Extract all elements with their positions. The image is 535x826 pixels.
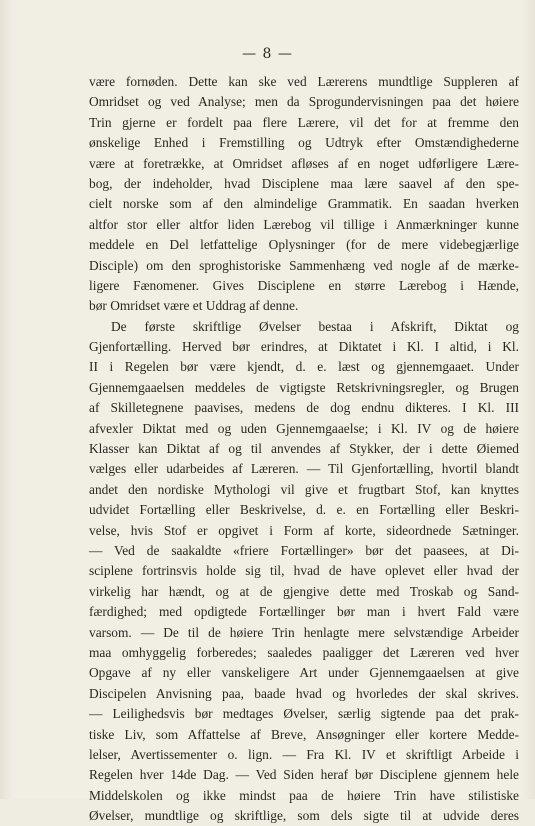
text-line: andet den nordiske Mythologi vil give et frugtbart Stof, kan knyttes (89, 481, 519, 497)
text-line: tiske Liv, som Affattelse af Breve, Ansøgninger eller kortere Medde- (89, 726, 519, 742)
text-line: færdighed; med opdigtede Fortællinger bør man i hvert Fald være (89, 604, 519, 620)
text-line: af Skilletegnene paavises, medens de dog endnu dikteres. I Kl. III (89, 400, 519, 416)
text-line: varsom. — De til de høiere Trin henlagte mere selvstændige Arbeider (89, 624, 519, 640)
text-line: maa omhyggelig forberedes; saaledes paaligger det Læreren ved hver (89, 644, 519, 660)
text-line: være at foretrække, at Omridset afløses af en noget udførligere Lære- (89, 155, 519, 171)
text-line: altfor stor eller altfor liden Lærebog vil tillige i Anmærkninger kunne (89, 216, 519, 232)
text-line: meddele en Del letfattelige Oplysninger (for de mere videbegjærlige (89, 237, 519, 253)
text-line: lelser, Avertissementer o. lign. — Fra Kl. IV et skriftligt Arbeide i (89, 746, 519, 762)
text-line: virkelig har hændt, og at de gjengive dette med Troskab og Sand- (89, 583, 519, 599)
text-line: — Leilighedsvis bør medtages Øvelser, særlig sigtende paa det prak- (89, 706, 519, 722)
text-line: velse, hvis Stof er opgivet i Form af korte, sideordnede Sætninger. (89, 522, 519, 538)
text-line: Middelskolen og ikke mindst paa de høiere Trin have stilistiske (89, 787, 519, 803)
text-line: Omridset og ved Analyse; men da Sprogundervisningen paa det høiere (89, 94, 519, 110)
text-line: bør Omridset være et Uddrag af denne. (89, 298, 299, 314)
text-line: Discipelen Anvisning paa, baade hvad og hvorledes der skal skrives. (89, 685, 519, 701)
text-line: afvexler Diktat med og uden Gjennemgaaelse; i Kl. IV og de høiere (89, 420, 519, 436)
text-line: udvidet Fortælling eller Beskrivelse, d. e. en Fortælling eller Beskri- (89, 502, 519, 518)
text-line: Øvelser, mundtlige og skriftlige, som dels sigte til at udvide deres (89, 808, 519, 824)
text-line: cielt norske som af den almindelige Grammatik. En saadan hverken (89, 196, 519, 212)
text-line: Opgave af ny eller vanskeligere Art under Gjennemgaaelsen at give (89, 665, 519, 681)
text-line: De første skriftlige Øvelser bestaa i Afskrift, Diktat og (111, 318, 519, 334)
text-line: Regelen hver 14de Dag. — Ved Siden heraf bør Disciplene gjennem hele (89, 767, 519, 783)
text-line: Disciple) om den sproghistoriske Sammenhæng ved nogle af de mærke- (89, 257, 519, 273)
text-line: II i Regelen bør være kjendt, d. e. læst og gjennemgaaet. Under (89, 359, 519, 375)
text-line: ligere Fænomener. Gives Disciplene en større Lærebog i Hænde, (89, 277, 519, 293)
text-line: Klasser kan Diktat af og til anvendes af Stykker, der i dette Øiemed (89, 441, 519, 457)
text-line: være fornøden. Dette kan ske ved Lærerens mundtlige Suppleren af (89, 74, 519, 89)
page-number: — 8 — (242, 46, 293, 62)
text-line: vælges eller udarbeides af Læreren. — Til Gjenfortælling, hvortil blandt (89, 461, 519, 477)
body-text (0, 72, 535, 826)
text-line: sciplene fortrinsvis holde sig til, hvad de have oplevet eller hvad der (89, 563, 519, 579)
text-line: Gjenfortælling. Herved bør erindres, at Diktatet i Kl. I altid, i Kl. (89, 339, 519, 355)
text-line: — Ved de saakaldte «friere Fortællinger» bør det paasees, at Di- (89, 542, 519, 558)
text-line: ønskelige Enhed i Fremstilling og Udtryk efter Omstændighederne (89, 135, 519, 151)
text-line: Gjennemgaaelsen meddeles de vigtigste Retskrivningsregler, og Brugen (89, 379, 519, 395)
text-line: Trin gjerne er fordelt paa flere Lærere, vil det for at fremme den (89, 114, 519, 130)
text-line: bog, der indeholder, hvad Disciplene maa lære saavel af den spe- (89, 175, 519, 191)
